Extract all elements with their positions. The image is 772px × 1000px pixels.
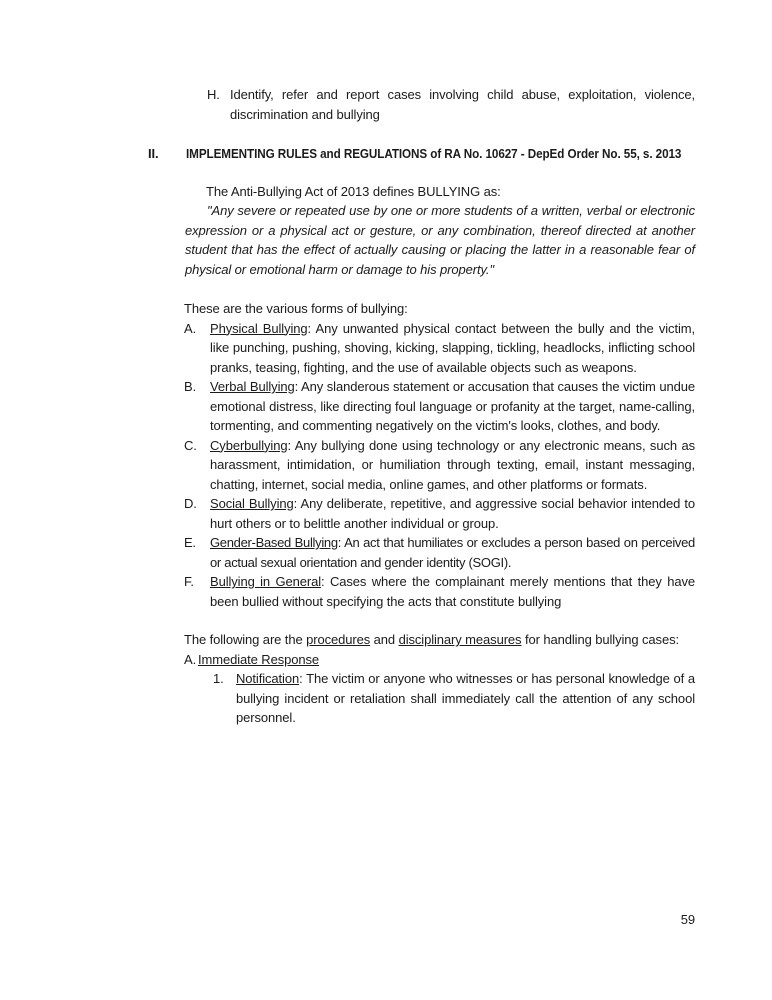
form-item-term: Gender-Based Bullying	[210, 535, 338, 550]
form-item-marker: E.	[184, 535, 196, 550]
form-item-marker: C.	[184, 437, 197, 453]
form-item-marker: B.	[184, 379, 197, 394]
forms-intro: These are the various forms of bullying:	[184, 301, 408, 316]
form-item-text: : Any bullying done using technology or any electronic means, such as harassment, intimidation, or humiliation through texting, email, instant messaging, chatting, internet, social media, online games, and other platforms or formats.	[210, 437, 695, 492]
list-item-h-text: Identify, refer and report cases involving child abuse, exploitation, violence, discrimination and bullying	[230, 87, 695, 122]
form-item-text: : Any unwanted physical contact between the bully and the victim, like punching, pushing, shoving, kicking, slapping, tickling, headlocks, inflicting school pranks, teasing, fighting, and the use of available objects such as weapons.	[210, 320, 695, 375]
procedures-intro	[184, 630, 695, 650]
form-item-term: Cyberbullying	[210, 437, 288, 453]
form-item-verbal	[184, 377, 695, 436]
list-marker-h: H.	[207, 87, 220, 102]
form-item-physical	[184, 319, 695, 378]
definition-quote: "Any severe or repeated use by one or more students of a written, verbal or electronic expression or a physical act or gesture, or any combination, thereof directed at another student that has the effect of actually causing or placing the latter in a reasonable fear of physical or emotional harm or damage to his property."	[185, 203, 695, 277]
section-heading-title: IMPLEMENTING RULES and REGULATIONS of RA No. 10627 - DepEd Order No. 55, s. 2013	[186, 146, 682, 161]
procedures-intro-underline-2: disciplinary measures	[398, 632, 522, 647]
procedures-intro-suffix: for handling bullying cases:	[521, 632, 679, 647]
form-item-social	[184, 494, 695, 533]
form-item-marker: F.	[184, 574, 194, 589]
form-item-general	[184, 572, 695, 611]
procedures-intro-prefix: The following are the	[184, 632, 307, 647]
section-heading	[148, 144, 772, 164]
form-item-text: : An act that humiliates or excludes a person based on perceived or actual sexual orientation and gender identity (SOGI).	[210, 535, 695, 570]
procedures-intro-middle: and	[370, 632, 399, 647]
procedures-intro-underline-1: procedures	[306, 632, 371, 647]
definition-lead: The Anti-Bullying Act of 2013 defines BULLYING as:	[206, 183, 501, 199]
form-item-gender-based	[184, 533, 695, 572]
procedures-section-marker: A.	[184, 651, 197, 667]
form-item-text: : Cases where the complainant merely mentions that they have been bullied without specifying the acts that constitute bullying	[210, 574, 695, 609]
form-item-marker: D.	[184, 496, 197, 511]
list-item-h	[207, 85, 695, 124]
form-item-term: Bullying in General	[210, 574, 322, 589]
form-item-term: Verbal Bullying	[210, 379, 295, 394]
form-item-term: Social Bullying	[210, 496, 294, 511]
form-item-marker: A.	[184, 320, 197, 336]
procedure-step-term: Notification	[236, 671, 300, 686]
form-item-cyber	[184, 436, 695, 495]
form-item-text: : Any deliberate, repetitive, and aggressive social behavior intended to hurt others or to belittle another individual or group.	[210, 496, 695, 531]
section-heading-numeral: II.	[148, 146, 159, 161]
procedure-step-marker: 1.	[213, 671, 224, 686]
form-item-text: : Any slanderous statement or accusation that causes the victim undue emotional distress, like directing foul language or profanity at the target, name-calling, tormenting, and commenting negatively on the victim's looks, clothes, and body.	[210, 379, 696, 433]
form-item-term: Physical Bullying	[210, 320, 308, 336]
procedures-section-immediate-response	[184, 650, 772, 670]
procedure-step-text: : The victim or anyone who witnesses or has personal knowledge of a bullying incident or retaliation shall immediately call the attention of any school personnel.	[236, 671, 695, 725]
procedures-section-title: Immediate Response	[198, 651, 320, 667]
procedure-step-notification	[213, 669, 695, 728]
page-number: 59	[680, 912, 695, 927]
